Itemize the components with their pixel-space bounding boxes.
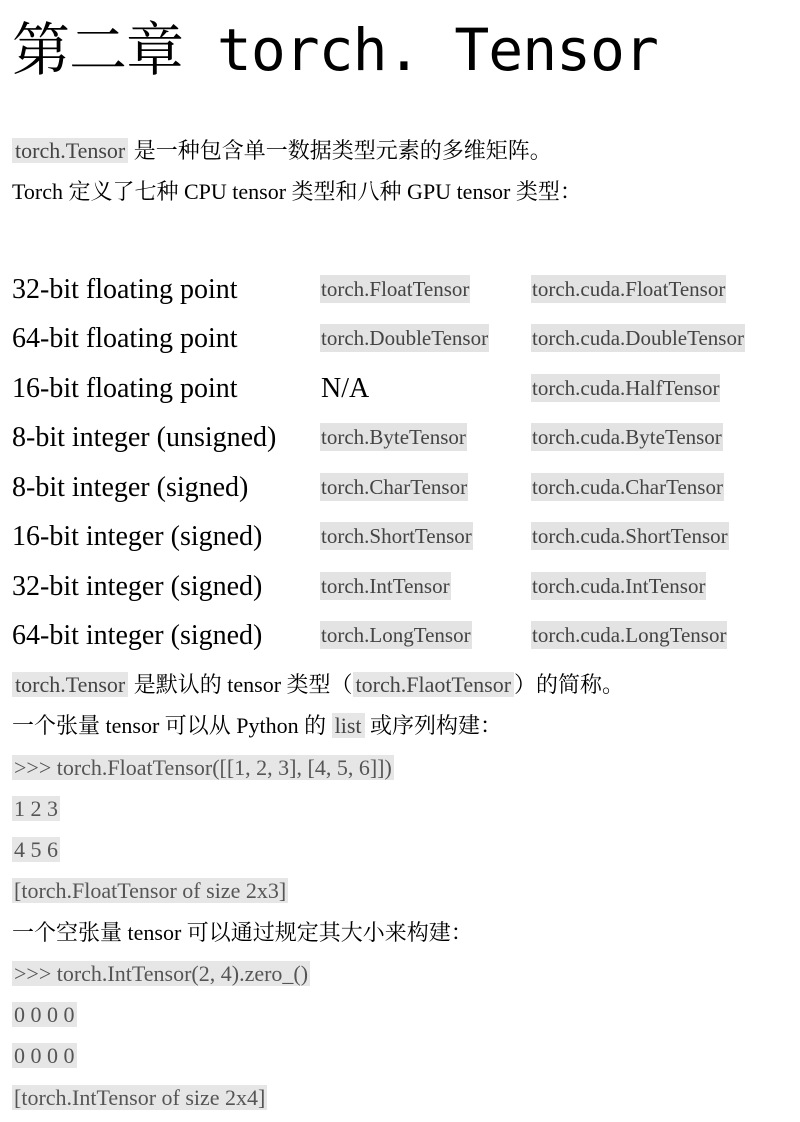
gpu-tensor-cell: torch.cuda.IntTensor <box>532 574 706 598</box>
dtype-cell: 32-bit integer (signed) <box>12 571 263 602</box>
gpu-tensor-cell: torch.cuda.HalfTensor <box>532 376 720 400</box>
dtype-cell: 64-bit floating point <box>12 323 238 354</box>
table-row <box>12 321 798 357</box>
intro-paragraph-1 <box>12 136 552 166</box>
inline-code: torch.FlaotTensor <box>353 672 514 697</box>
dtype-cell: 8-bit integer (signed) <box>12 472 249 503</box>
inline-code: list <box>332 713 365 738</box>
gpu-tensor-cell: torch.cuda.ShortTensor <box>532 524 728 548</box>
inline-code: torch.Tensor <box>12 672 128 697</box>
code-line: >>> torch.FloatTensor([[1, 2, 3], [4, 5, 6]]) <box>14 755 392 780</box>
table-row <box>12 371 798 407</box>
default-type-note: torch.Tensor 是默认的 tensor 类型（ torch.FlaotTensor ）的简称。 <box>12 670 624 700</box>
code-line: [torch.FloatTensor of size 2x3] <box>14 878 287 903</box>
empty-tensor-note: 一个空张量 tensor 可以通过规定其大小来构建： <box>12 920 473 945</box>
gpu-tensor-cell: torch.cuda.LongTensor <box>532 623 727 647</box>
dtype-cell: 16-bit integer (signed) <box>12 521 263 552</box>
intro-paragraph-2: Torch 定义了七种 CPU tensor 类型和八种 GPU tensor 类型： <box>12 179 582 204</box>
code-line: >>> torch.IntTensor(2, 4).zero_() <box>14 961 309 986</box>
table-row <box>12 272 798 308</box>
dtype-cell: 8-bit integer (unsigned) <box>12 422 277 453</box>
code-line: [torch.IntTensor of size 2x4] <box>14 1085 266 1110</box>
cpu-tensor-cell: torch.IntTensor <box>321 574 450 598</box>
cpu-tensor-cell: torch.LongTensor <box>321 623 471 647</box>
inline-code: torch.Tensor <box>12 138 128 163</box>
gpu-tensor-cell: torch.cuda.FloatTensor <box>532 277 726 301</box>
table-row <box>12 470 798 506</box>
cpu-tensor-cell: torch.CharTensor <box>321 475 468 499</box>
cpu-tensor-cell: N/A <box>321 373 370 404</box>
cpu-tensor-cell: torch.DoubleTensor <box>321 326 489 350</box>
gpu-tensor-cell: torch.cuda.DoubleTensor <box>532 326 744 350</box>
page-title: 第二章 torch. Tensor <box>12 16 658 84</box>
table-row <box>12 618 798 654</box>
gpu-tensor-cell: torch.cuda.ByteTensor <box>532 425 722 449</box>
gpu-tensor-cell: torch.cuda.CharTensor <box>532 475 723 499</box>
intro-text: 是一种包含单一数据类型元素的多维矩阵。 <box>128 138 552 163</box>
table-row <box>12 420 798 456</box>
cpu-tensor-cell: torch.ShortTensor <box>321 524 472 548</box>
construct-note: 一个张量 tensor 可以从 Python 的 list 或序列构建： <box>12 713 503 738</box>
code-line: 1 2 3 <box>14 796 58 821</box>
table-row <box>12 569 798 605</box>
dtype-cell: 16-bit floating point <box>12 373 238 404</box>
cpu-tensor-cell: torch.ByteTensor <box>321 425 466 449</box>
code-line: 4 5 6 <box>14 837 58 862</box>
cpu-tensor-cell: torch.FloatTensor <box>321 277 470 301</box>
dtype-cell: 32-bit floating point <box>12 274 238 305</box>
code-line: 0 0 0 0 <box>14 1002 75 1027</box>
table-row <box>12 519 798 555</box>
code-line: 0 0 0 0 <box>14 1043 75 1068</box>
dtype-cell: 64-bit integer (signed) <box>12 620 263 651</box>
